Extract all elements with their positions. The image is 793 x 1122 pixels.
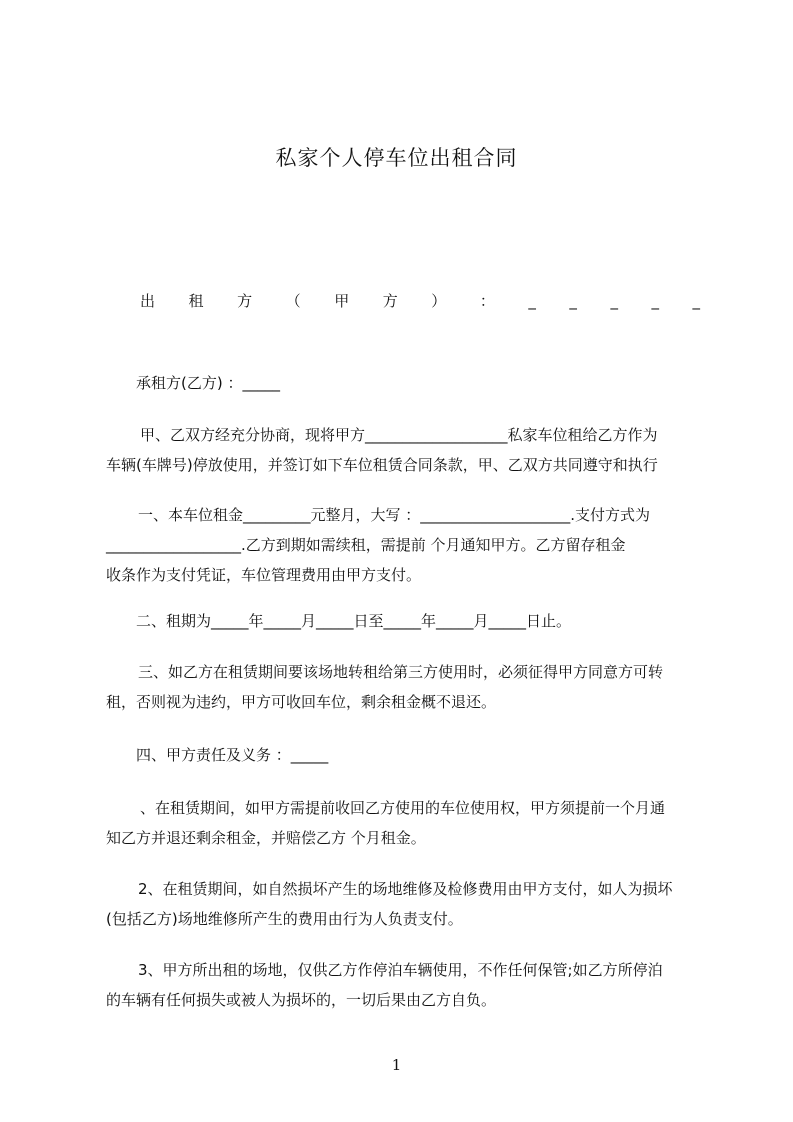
item-1-line-2: 知乙方并退还剩余租金，并赔偿乙方 个月租金。 xyxy=(106,829,426,847)
section-2 xyxy=(106,606,704,636)
section-3-line-1: 三、如乙方在租赁期间要该场地转租给第三方使用时，必须征得甲方同意方可转 xyxy=(138,663,664,681)
lessor-char: ： xyxy=(479,292,495,310)
section-3 xyxy=(106,657,704,717)
intro-paragraph xyxy=(106,420,704,480)
lessor-char: _ xyxy=(528,292,536,310)
section-1 xyxy=(106,500,704,590)
section-4-heading: 四、甲方责任及义务 ：_____ xyxy=(136,746,329,764)
section-4-item-3 xyxy=(106,955,704,1015)
lessor-char: 甲 xyxy=(334,292,350,310)
section-4-item-2 xyxy=(106,874,704,934)
lessor-char: 方 xyxy=(382,292,398,310)
lessor-char: 方 xyxy=(237,292,253,310)
document-title: 私家个人停车位出租合同 xyxy=(275,146,518,170)
lessor-char: _ xyxy=(569,292,577,310)
lessor-line xyxy=(140,286,738,316)
section-4 xyxy=(106,740,704,770)
lessor-char: _ xyxy=(692,292,700,310)
section-2-line: 二、租期为_____年_____月_____日至_____年_____月_____日止。 xyxy=(136,612,572,630)
section-1-line-3: 收条作为支付凭证，车位管理费用由甲方支付。 xyxy=(106,566,422,584)
section-3-line-2: 租，否则视为违约，甲方可收回车位，剩余租金概不退还。 xyxy=(106,693,497,711)
item-3-line-2: 的车辆有任何损失或被人为损坏的，一切后果由乙方自负。 xyxy=(106,991,497,1009)
lessor-char: （ xyxy=(285,292,301,310)
page-number: 1 xyxy=(391,1056,402,1074)
lessor-char: 租 xyxy=(188,292,204,310)
intro-line-1: 甲、乙双方经充分协商，现将甲方___________________私家车位租给乙方作为 xyxy=(140,426,658,444)
lessor-char: 出 xyxy=(140,292,156,310)
section-4-item-1 xyxy=(106,793,704,853)
lessor-char: _ xyxy=(610,292,618,310)
section-1-line-1: 一、本车位租金_________元整月，大写 ：____________________.支付方式为 xyxy=(138,506,651,524)
item-2-line-1: 2、在租赁期间，如自然损坏产生的场地维修及检修费用由甲方支付，如人为损坏 xyxy=(138,880,673,898)
lessee-text: 承租方(乙方) ：_____ xyxy=(136,374,280,392)
item-3-line-1: 3、甲方所出租的场地，仅供乙方作停泊车辆使用，不作任何保管;如乙方所停泊 xyxy=(138,961,663,979)
lessor-spread xyxy=(140,286,700,316)
lessor-char: ） xyxy=(431,292,447,310)
intro-line-2: 车辆(车牌号)停放使用，并签订如下车位租赁合同条款，甲、乙双方共同遵守和执行 xyxy=(106,456,658,474)
section-1-line-2: __________________.乙方到期如需续租，需提前 个月通知甲方。乙方留存租金 xyxy=(106,536,626,554)
item-1-line-1: 、在租赁期间，如甲方需提前收回乙方使用的车位使用权，甲方须提前一个月通 xyxy=(140,799,666,817)
lessee-line xyxy=(136,368,734,398)
lessor-char: _ xyxy=(651,292,659,310)
item-2-line-2: (包括乙方)场地维修所产生的费用由行为人负责支付。 xyxy=(106,910,463,928)
